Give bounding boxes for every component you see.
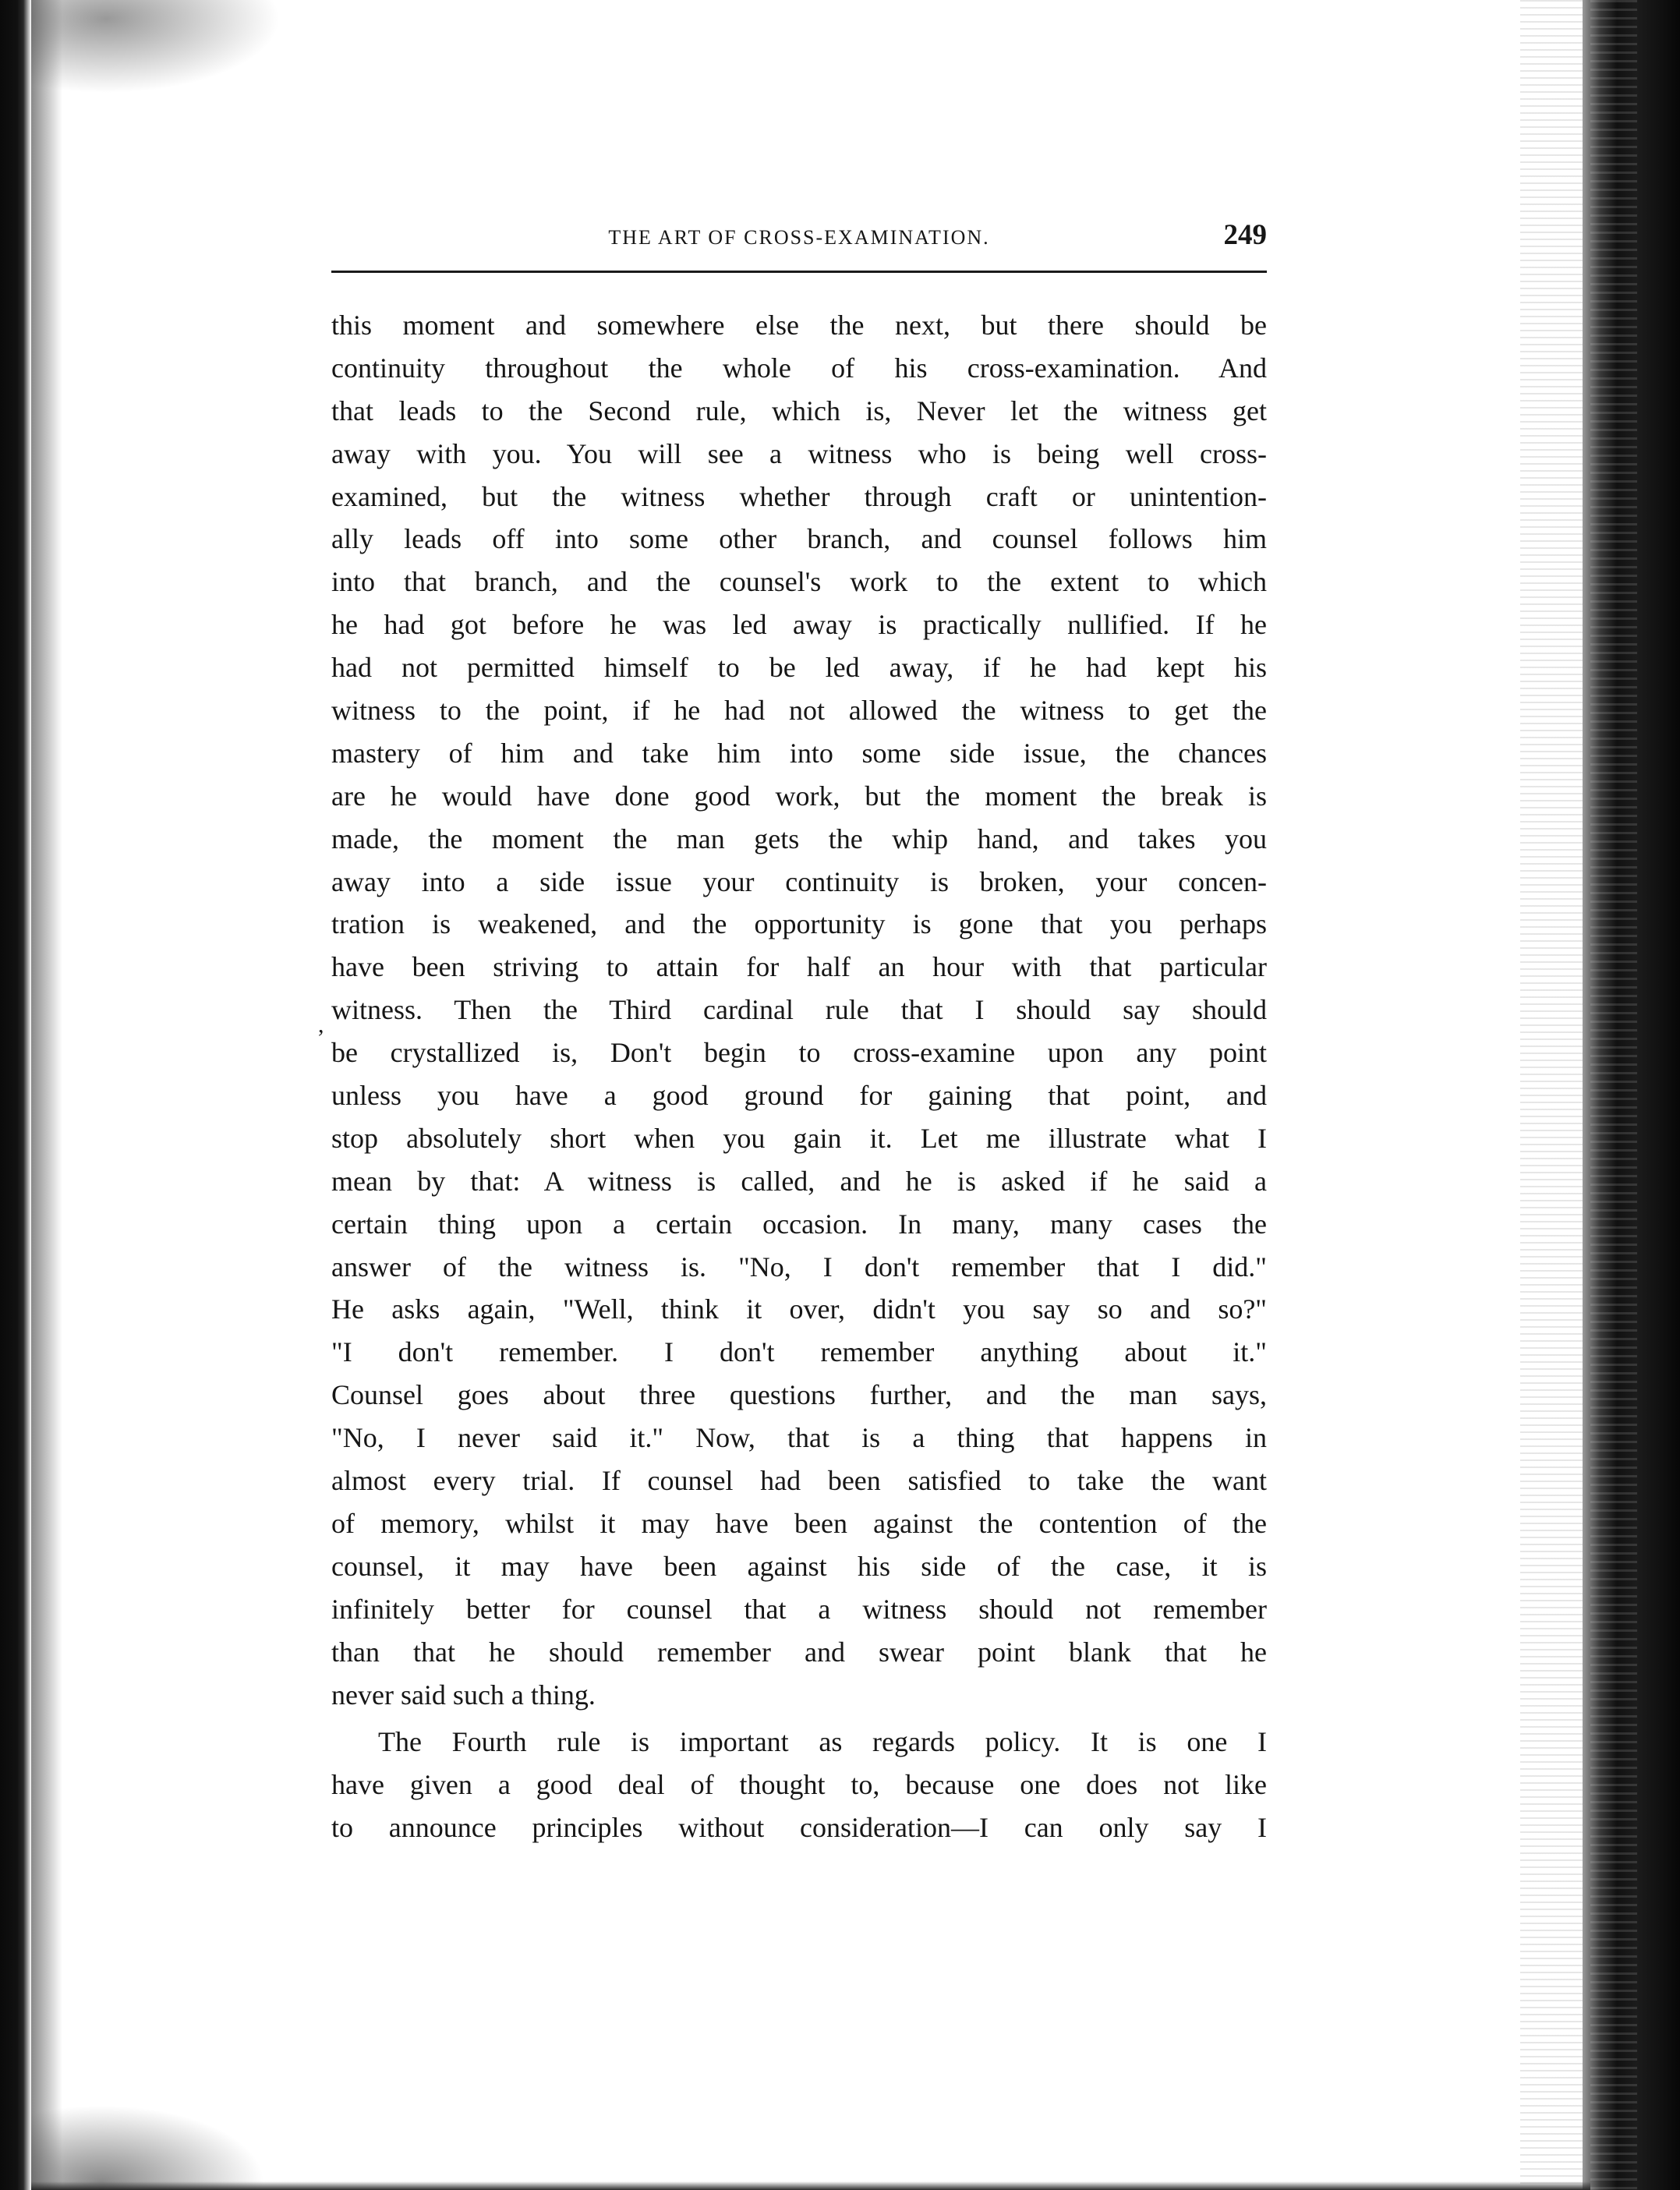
header-rule xyxy=(331,271,1267,273)
text-line: "I don't remember. I don't remember anything about it." xyxy=(331,1336,1267,1368)
text-line: answer of the witness is. "No, I don't remember that I did." xyxy=(331,1251,1267,1283)
text-line: almost every trial. If counsel had been satisfied to take the want xyxy=(331,1465,1267,1497)
left-binding-shadow xyxy=(31,0,62,2190)
text-line: examined, but the witness whether through craft or unintention- xyxy=(331,480,1267,512)
text-line: that leads to the Second rule, which is, Never let the witness get xyxy=(331,394,1267,426)
text-line: counsel, it may have been against his side of the case, it is xyxy=(331,1550,1267,1582)
body-text xyxy=(331,304,1267,1849)
text-line: Counsel goes about three questions further, and the man says, xyxy=(331,1379,1267,1411)
text-line: stop absolutely short when you gain it. Let me illustrate what I xyxy=(331,1122,1267,1154)
text-line: to announce principles without consideration—I can only say I xyxy=(331,1812,1267,1844)
running-title: THE ART OF CROSS-EXAMINATION. xyxy=(608,226,990,249)
page-number: 249 xyxy=(1223,219,1267,251)
text-line: made, the moment the man gets the whip hand, and takes you xyxy=(331,823,1267,854)
text-line: into that branch, and the counsel's work to the extent to which xyxy=(331,566,1267,598)
text-line: "No, I never said it." Now, that is a thing that happens in xyxy=(331,1422,1267,1454)
margin-mark: , xyxy=(318,1012,324,1038)
text-line: ally leads off into some other branch, and counsel follows him xyxy=(331,523,1267,555)
text-line: He asks again, "Well, think it over, didn't you say so and so?" xyxy=(331,1293,1267,1325)
text-line: have given a good deal of thought to, because one does not like xyxy=(331,1769,1267,1801)
text-line: away with you. You will see a witness who is being well cross- xyxy=(331,437,1267,469)
right-spine-texture xyxy=(1590,0,1637,2190)
text-line: mean by that: A witness is called, and he is asked if he said a xyxy=(331,1165,1267,1197)
text-line: be crystallized is, Don't begin to cross-examine upon any point xyxy=(331,1037,1267,1069)
text-line: certain thing upon a certain occasion. In many, many cases the xyxy=(331,1208,1267,1240)
paragraph xyxy=(331,304,1267,1716)
top-left-smudge xyxy=(31,0,281,94)
text-line: infinitely better for counsel that a witness should not remember xyxy=(331,1593,1267,1625)
text-line: unless you have a good ground for gaining that point, and xyxy=(331,1080,1267,1112)
text-line: never said such a thing. xyxy=(331,1679,596,1711)
bottom-page-edge xyxy=(31,2181,1590,2190)
text-line: he had got before he was led away is practically nullified. If he xyxy=(331,609,1267,641)
left-binding-edge xyxy=(0,0,31,2190)
text-line: The Fourth rule is important as regards policy. It is one I xyxy=(378,1726,1267,1758)
text-line: witness to the point, if he had not allowed the witness to get the xyxy=(331,695,1267,727)
text-line: are he would have done good work, but the moment the break is xyxy=(331,780,1267,812)
paragraph xyxy=(331,1721,1267,1849)
running-header xyxy=(331,219,1267,260)
text-line: had not permitted himself to be led away, if he had kept his xyxy=(331,652,1267,684)
text-line: continuity throughout the whole of his cross-examination. And xyxy=(331,352,1267,384)
text-line: than that he should remember and swear point blank that he xyxy=(331,1636,1267,1668)
text-line: mastery of him and take him into some side issue, the chances xyxy=(331,737,1267,769)
text-line: witness. Then the Third cardinal rule that I should say should xyxy=(331,994,1267,1026)
text-line: this moment and somewhere else the next, but there should be xyxy=(331,310,1267,341)
bottom-left-smudge xyxy=(31,2105,265,2190)
text-line: away into a side issue your continuity is broken, your concen- xyxy=(331,865,1267,897)
text-line: tration is weakened, and the opportunity is gone that you perhaps xyxy=(331,908,1267,940)
right-edge-speckle xyxy=(1520,0,1583,2190)
text-line: have been striving to attain for half an hour with that particular xyxy=(331,951,1267,983)
text-line: of memory, whilst it may have been against the contention of the xyxy=(331,1507,1267,1539)
